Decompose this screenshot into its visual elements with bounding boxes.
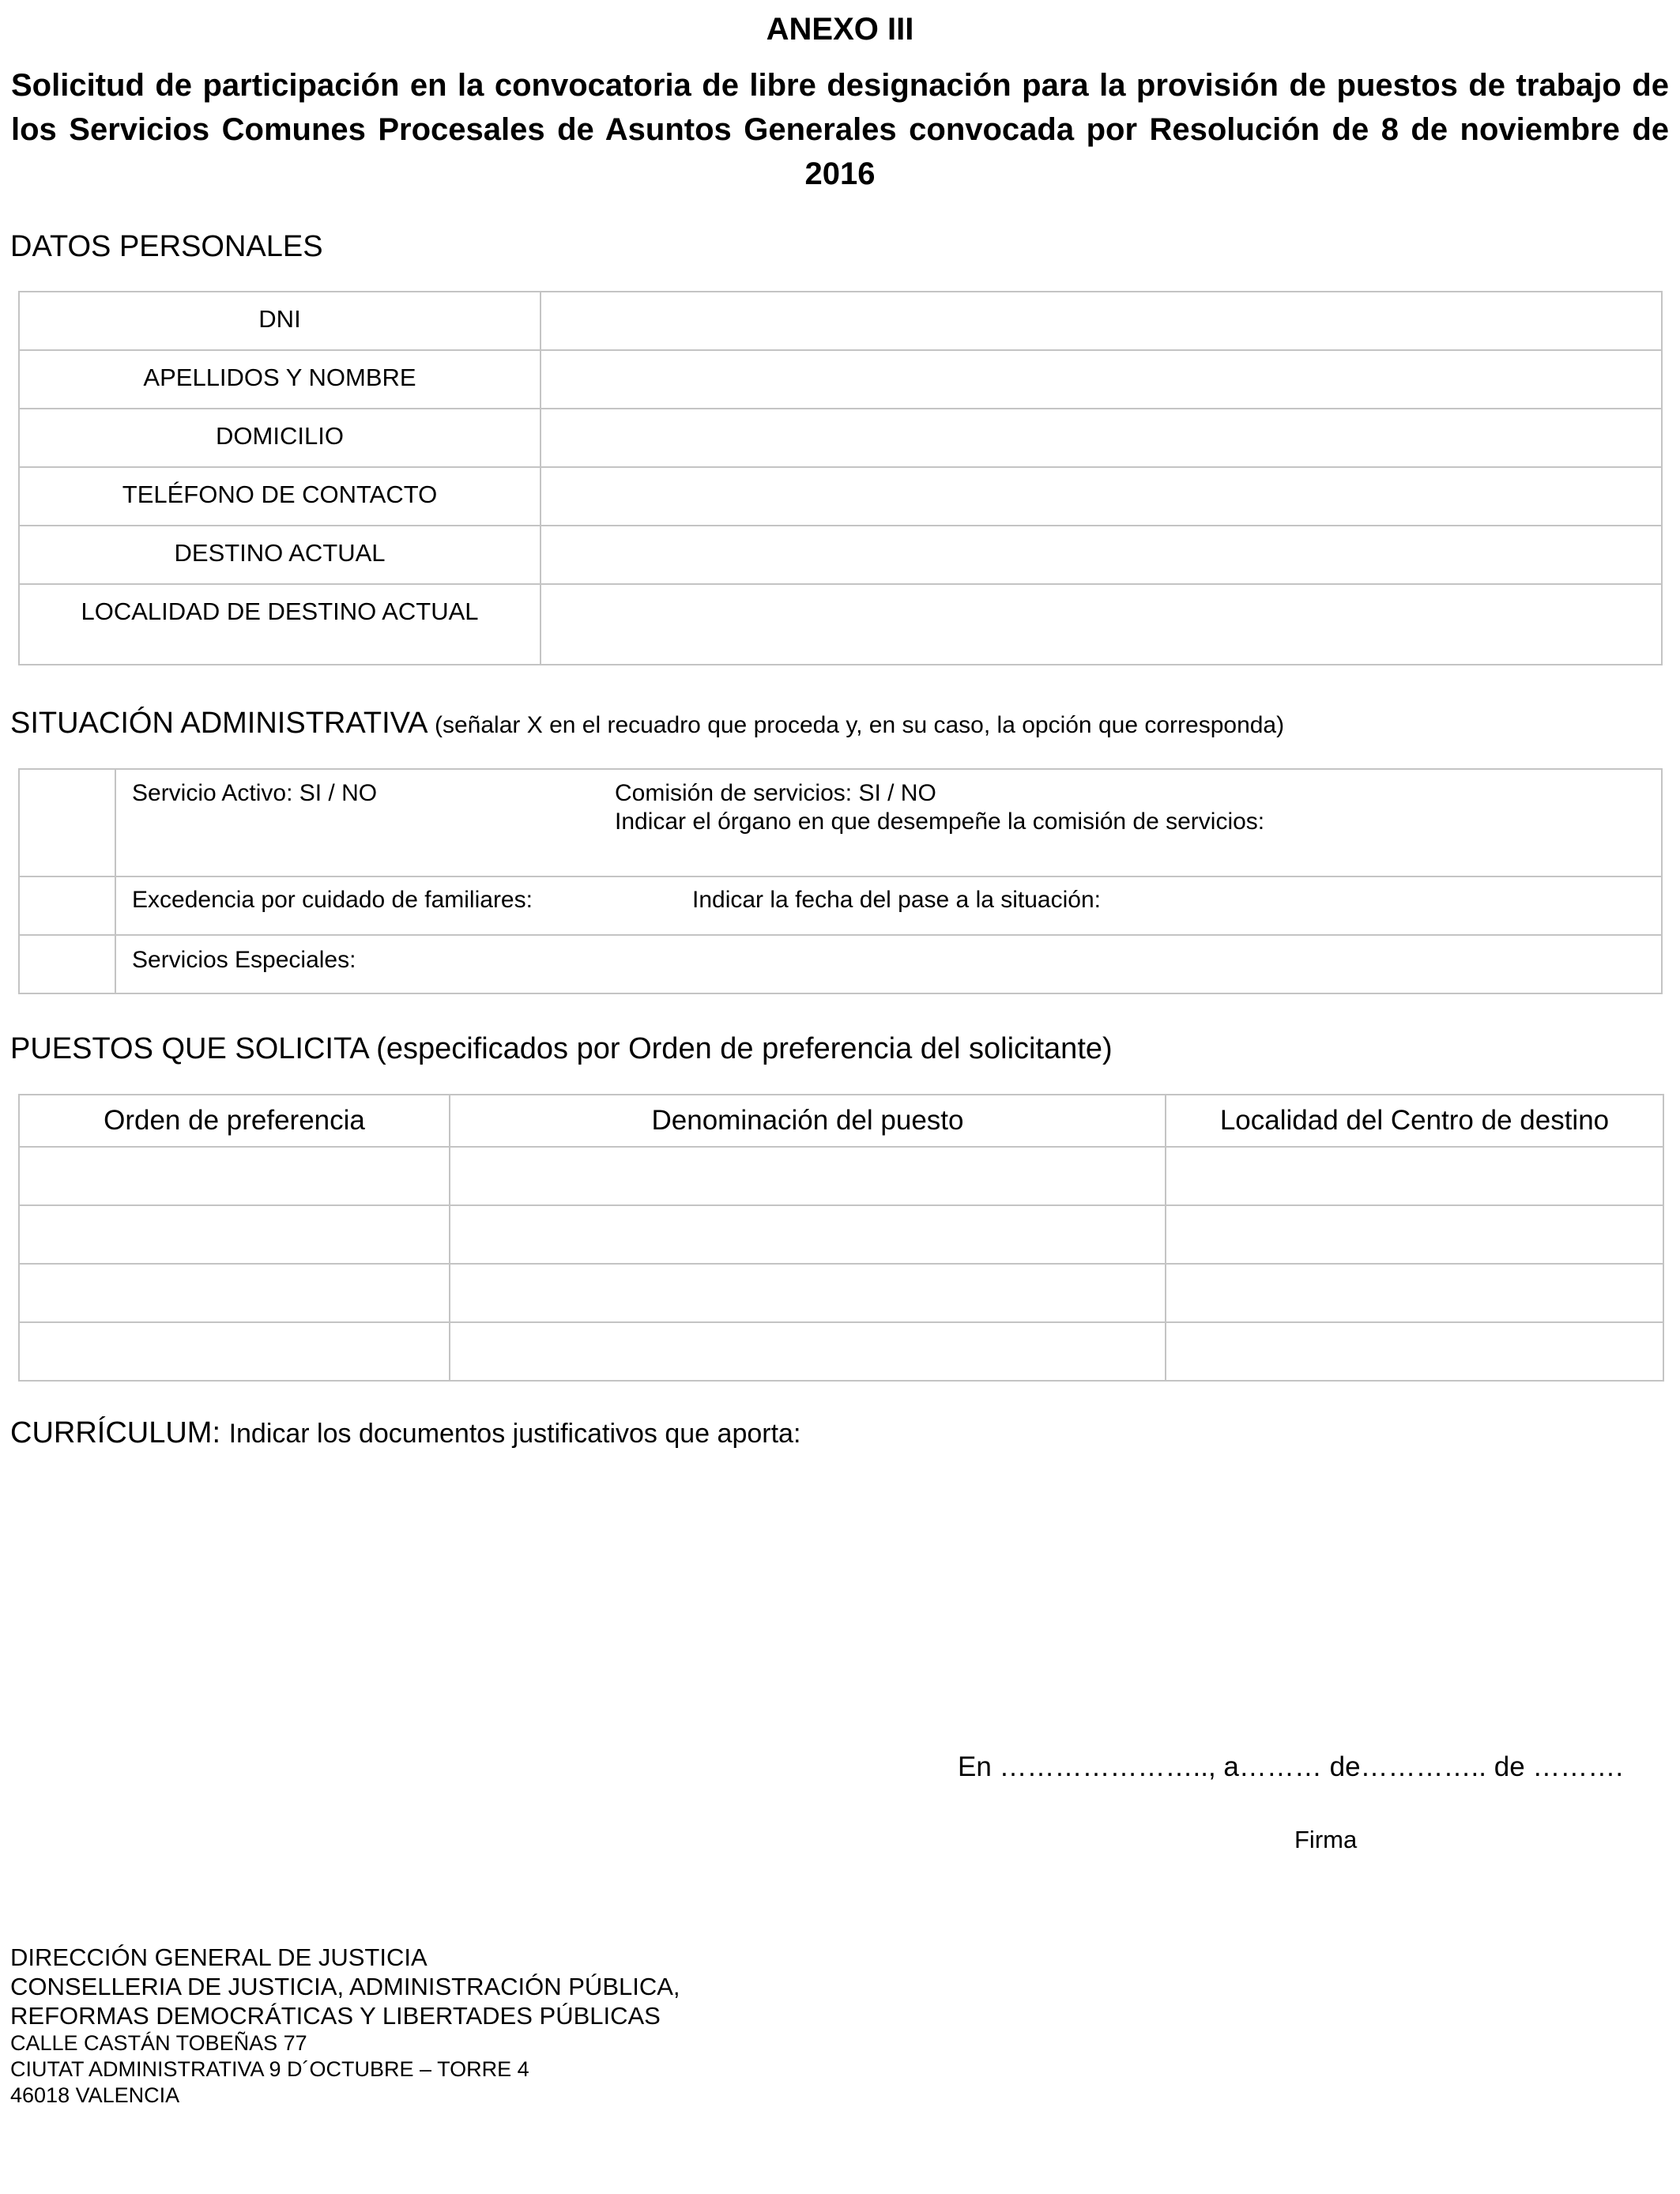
- locality-cell[interactable]: [1166, 1147, 1663, 1205]
- order-cell[interactable]: [19, 1322, 450, 1381]
- personal-row-name: [19, 350, 1662, 409]
- footer-line: CALLE CASTÁN TOBEÑAS 77: [10, 2031, 307, 2055]
- column-header-order: Orden de preferencia: [19, 1095, 450, 1147]
- leave-label: Excedencia por cuidado de familiares:: [132, 887, 533, 913]
- field-label-phone: TELÉFONO DE CONTACTO: [19, 467, 541, 526]
- footer-line: CIUTAT ADMINISTRATIVA 9 D´OCTUBRE – TORRE 4: [10, 2057, 529, 2081]
- curriculum-heading: [10, 1415, 800, 1452]
- field-label-locality: LOCALIDAD DE DESTINO ACTUAL: [19, 584, 541, 665]
- order-cell[interactable]: [19, 1205, 450, 1264]
- field-input-phone[interactable]: [541, 467, 1662, 526]
- admin-row-special: [19, 935, 1662, 993]
- personal-data-table: [18, 291, 1663, 665]
- checkbox-special[interactable]: [19, 935, 115, 993]
- field-label-destination: DESTINO ACTUAL: [19, 526, 541, 584]
- field-input-name[interactable]: [541, 350, 1662, 409]
- personal-row-destination: [19, 526, 1662, 584]
- table-row: [19, 1322, 1663, 1381]
- position-cell[interactable]: [450, 1322, 1166, 1381]
- position-cell[interactable]: [450, 1205, 1166, 1264]
- admin-row-leave: [19, 876, 1662, 935]
- field-label-dni: DNI: [19, 292, 541, 350]
- order-cell[interactable]: [19, 1147, 450, 1205]
- admin-heading-note: (señalar X en el recuadro que proceda y, en su caso, la opción que corresponda): [435, 712, 1285, 738]
- positions-header-row: [19, 1095, 1663, 1147]
- curriculum-label: CURRÍCULUM:: [10, 1416, 220, 1449]
- position-cell[interactable]: [450, 1264, 1166, 1322]
- admin-cell-active: [115, 769, 1662, 876]
- field-label-address: DOMICILIO: [19, 409, 541, 467]
- document-title: Solicitud de participación en la convocatoria de libre designación para la provisión de puestos de trabajo de los Servicios Comunes Procesales de Asuntos Generales convocada por Resolución de 8 de noviembre de 2016: [11, 68, 1669, 191]
- locality-cell[interactable]: [1166, 1264, 1663, 1322]
- admin-row-active: [19, 769, 1662, 876]
- order-cell[interactable]: [19, 1264, 450, 1322]
- table-row: [19, 1205, 1663, 1264]
- active-service-label: Servicio Activo: SI / NO: [132, 780, 378, 806]
- place-date-line: En ………………….., a……… de………….. de ……….: [958, 1751, 1624, 1782]
- special-services-label: Servicios Especiales:: [132, 947, 356, 973]
- field-label-name: APELLIDOS Y NOMBRE: [19, 350, 541, 409]
- field-input-locality[interactable]: [541, 584, 1662, 665]
- footer-line: CONSELLERIA DE JUSTICIA, ADMINISTRACIÓN PÚBLICA,: [10, 1973, 680, 2000]
- leave-date-note: Indicar la fecha del pase a la situación:: [692, 887, 1101, 913]
- annex-title: ANEXO III: [766, 12, 914, 47]
- column-header-locality: Localidad del Centro de destino: [1166, 1095, 1663, 1147]
- footer-line: 46018 VALENCIA: [10, 2083, 180, 2107]
- personal-row-address: [19, 409, 1662, 467]
- personal-data-heading: DATOS PERSONALES: [10, 230, 323, 263]
- admin-cell-leave: [115, 876, 1662, 935]
- commission-note: Indicar el órgano en que desempeñe la comisión de servicios:: [615, 809, 1265, 835]
- field-input-address[interactable]: [541, 409, 1662, 467]
- positions-table: [18, 1094, 1664, 1382]
- field-input-dni[interactable]: [541, 292, 1662, 350]
- footer-address: [10, 1943, 680, 2109]
- admin-situation-table: [18, 768, 1663, 994]
- admin-cell-special: [115, 935, 1662, 993]
- locality-cell[interactable]: [1166, 1322, 1663, 1381]
- footer-line: REFORMAS DEMOCRÁTICAS Y LIBERTADES PÚBLICAS: [10, 2002, 661, 2030]
- admin-heading-text: SITUACIÓN ADMINISTRATIVA: [10, 707, 427, 740]
- field-input-destination[interactable]: [541, 526, 1662, 584]
- commission-label: Comisión de servicios: SI / NO: [615, 780, 936, 806]
- footer-line: DIRECCIÓN GENERAL DE JUSTICIA: [10, 1943, 428, 1971]
- position-cell[interactable]: [450, 1147, 1166, 1205]
- column-header-position: Denominación del puesto: [450, 1095, 1166, 1147]
- locality-cell[interactable]: [1166, 1205, 1663, 1264]
- curriculum-instructions: Indicar los documentos justificativos que aporta:: [228, 1419, 801, 1449]
- personal-row-dni: [19, 292, 1662, 350]
- admin-situation-heading: [10, 705, 1284, 744]
- personal-row-locality: [19, 584, 1662, 665]
- table-row: [19, 1147, 1663, 1205]
- checkbox-leave[interactable]: [19, 876, 115, 935]
- personal-row-phone: [19, 467, 1662, 526]
- checkbox-active[interactable]: [19, 769, 115, 876]
- signature-label: Firma: [1294, 1826, 1358, 1853]
- table-row: [19, 1264, 1663, 1322]
- positions-heading: PUESTOS QUE SOLICITA (especificados por Orden de preferencia del solicitante): [10, 1032, 1113, 1065]
